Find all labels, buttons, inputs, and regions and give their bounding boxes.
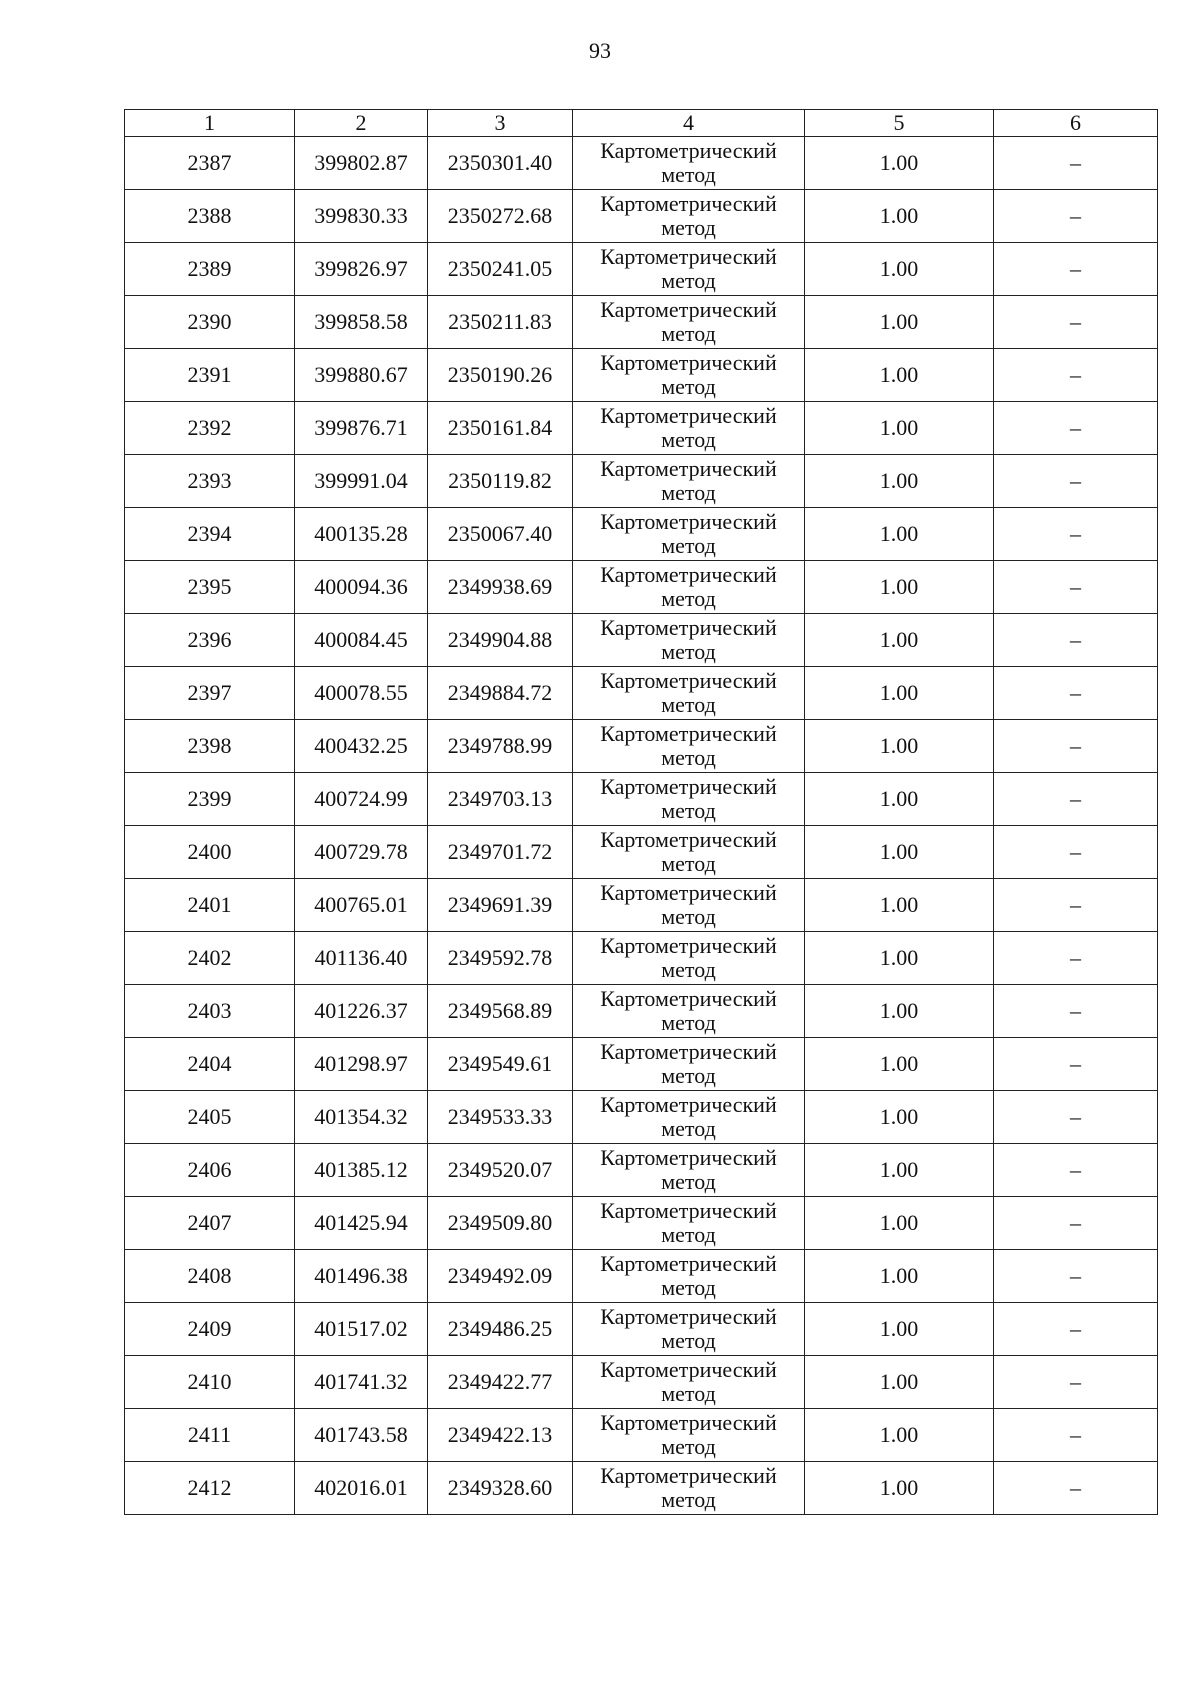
table-row xyxy=(125,402,1158,455)
method-cell: Картометрический метод xyxy=(573,296,805,349)
accuracy-cell: 1.00 xyxy=(805,455,994,508)
table-row xyxy=(125,1038,1158,1091)
x-coordinate-cell: 400084.45 xyxy=(295,614,428,667)
x-coordinate-cell: 401425.94 xyxy=(295,1197,428,1250)
note-cell: – xyxy=(994,243,1158,296)
table-row xyxy=(125,879,1158,932)
y-coordinate-cell: 2349520.07 xyxy=(428,1144,573,1197)
x-coordinate-cell: 400765.01 xyxy=(295,879,428,932)
table-row xyxy=(125,243,1158,296)
note-cell: – xyxy=(994,1462,1158,1515)
x-coordinate-cell: 401298.97 xyxy=(295,1038,428,1091)
y-coordinate-cell: 2349509.80 xyxy=(428,1197,573,1250)
y-coordinate-cell: 2349701.72 xyxy=(428,826,573,879)
y-coordinate-cell: 2350119.82 xyxy=(428,455,573,508)
x-coordinate-cell: 402016.01 xyxy=(295,1462,428,1515)
point-number-cell: 2396 xyxy=(125,614,295,667)
table-row xyxy=(125,1091,1158,1144)
point-number-cell: 2393 xyxy=(125,455,295,508)
y-coordinate-cell: 2350272.68 xyxy=(428,190,573,243)
x-coordinate-cell: 399802.87 xyxy=(295,137,428,190)
point-number-cell: 2406 xyxy=(125,1144,295,1197)
point-number-cell: 2390 xyxy=(125,296,295,349)
point-number-cell: 2394 xyxy=(125,508,295,561)
x-coordinate-cell: 400729.78 xyxy=(295,826,428,879)
table-row xyxy=(125,349,1158,402)
table-row xyxy=(125,1197,1158,1250)
note-cell: – xyxy=(994,932,1158,985)
y-coordinate-cell: 2350241.05 xyxy=(428,243,573,296)
y-coordinate-cell: 2349422.13 xyxy=(428,1409,573,1462)
table-row xyxy=(125,455,1158,508)
x-coordinate-cell: 401741.32 xyxy=(295,1356,428,1409)
x-coordinate-cell: 401496.38 xyxy=(295,1250,428,1303)
note-cell: – xyxy=(994,1356,1158,1409)
accuracy-cell: 1.00 xyxy=(805,614,994,667)
note-cell: – xyxy=(994,1091,1158,1144)
accuracy-cell: 1.00 xyxy=(805,402,994,455)
method-cell: Картометрический метод xyxy=(573,1462,805,1515)
point-number-cell: 2409 xyxy=(125,1303,295,1356)
point-number-cell: 2392 xyxy=(125,402,295,455)
accuracy-cell: 1.00 xyxy=(805,1091,994,1144)
point-number-cell: 2397 xyxy=(125,667,295,720)
method-cell: Картометрический метод xyxy=(573,667,805,720)
y-coordinate-cell: 2349884.72 xyxy=(428,667,573,720)
note-cell: – xyxy=(994,667,1158,720)
y-coordinate-cell: 2349788.99 xyxy=(428,720,573,773)
column-header: 2 xyxy=(295,110,428,137)
note-cell: – xyxy=(994,879,1158,932)
point-number-cell: 2411 xyxy=(125,1409,295,1462)
table-body xyxy=(125,137,1158,1515)
table-row xyxy=(125,1462,1158,1515)
x-coordinate-cell: 399991.04 xyxy=(295,455,428,508)
point-number-cell: 2407 xyxy=(125,1197,295,1250)
accuracy-cell: 1.00 xyxy=(805,296,994,349)
note-cell: – xyxy=(994,614,1158,667)
point-number-cell: 2391 xyxy=(125,349,295,402)
accuracy-cell: 1.00 xyxy=(805,243,994,296)
method-cell: Картометрический метод xyxy=(573,561,805,614)
y-coordinate-cell: 2349691.39 xyxy=(428,879,573,932)
note-cell: – xyxy=(994,455,1158,508)
column-header: 4 xyxy=(573,110,805,137)
x-coordinate-cell: 401517.02 xyxy=(295,1303,428,1356)
accuracy-cell: 1.00 xyxy=(805,720,994,773)
method-cell: Картометрический метод xyxy=(573,243,805,296)
x-coordinate-cell: 400432.25 xyxy=(295,720,428,773)
method-cell: Картометрический метод xyxy=(573,720,805,773)
x-coordinate-cell: 399880.67 xyxy=(295,349,428,402)
x-coordinate-cell: 401743.58 xyxy=(295,1409,428,1462)
method-cell: Картометрический метод xyxy=(573,614,805,667)
method-cell: Картометрический метод xyxy=(573,773,805,826)
accuracy-cell: 1.00 xyxy=(805,1144,994,1197)
note-cell: – xyxy=(994,137,1158,190)
x-coordinate-cell: 400724.99 xyxy=(295,773,428,826)
accuracy-cell: 1.00 xyxy=(805,137,994,190)
y-coordinate-cell: 2349486.25 xyxy=(428,1303,573,1356)
y-coordinate-cell: 2349938.69 xyxy=(428,561,573,614)
note-cell: – xyxy=(994,349,1158,402)
accuracy-cell: 1.00 xyxy=(805,826,994,879)
column-header: 3 xyxy=(428,110,573,137)
table-row xyxy=(125,561,1158,614)
table-row xyxy=(125,190,1158,243)
note-cell: – xyxy=(994,1250,1158,1303)
x-coordinate-cell: 400078.55 xyxy=(295,667,428,720)
note-cell: – xyxy=(994,561,1158,614)
y-coordinate-cell: 2350067.40 xyxy=(428,508,573,561)
y-coordinate-cell: 2349904.88 xyxy=(428,614,573,667)
point-number-cell: 2405 xyxy=(125,1091,295,1144)
table-header-row xyxy=(125,110,1158,137)
note-cell: – xyxy=(994,402,1158,455)
table-row xyxy=(125,932,1158,985)
x-coordinate-cell: 399876.71 xyxy=(295,402,428,455)
y-coordinate-cell: 2349592.78 xyxy=(428,932,573,985)
table-row xyxy=(125,773,1158,826)
table-row xyxy=(125,1303,1158,1356)
x-coordinate-cell: 401385.12 xyxy=(295,1144,428,1197)
x-coordinate-cell: 400135.28 xyxy=(295,508,428,561)
note-cell: – xyxy=(994,1144,1158,1197)
method-cell: Картометрический метод xyxy=(573,879,805,932)
method-cell: Картометрический метод xyxy=(573,455,805,508)
note-cell: – xyxy=(994,985,1158,1038)
method-cell: Картометрический метод xyxy=(573,508,805,561)
accuracy-cell: 1.00 xyxy=(805,190,994,243)
point-number-cell: 2404 xyxy=(125,1038,295,1091)
accuracy-cell: 1.00 xyxy=(805,985,994,1038)
accuracy-cell: 1.00 xyxy=(805,1197,994,1250)
point-number-cell: 2400 xyxy=(125,826,295,879)
point-number-cell: 2402 xyxy=(125,932,295,985)
table-row xyxy=(125,296,1158,349)
accuracy-cell: 1.00 xyxy=(805,1462,994,1515)
note-cell: – xyxy=(994,720,1158,773)
accuracy-cell: 1.00 xyxy=(805,667,994,720)
point-number-cell: 2408 xyxy=(125,1250,295,1303)
point-number-cell: 2403 xyxy=(125,985,295,1038)
method-cell: Картометрический метод xyxy=(573,985,805,1038)
note-cell: – xyxy=(994,190,1158,243)
accuracy-cell: 1.00 xyxy=(805,349,994,402)
y-coordinate-cell: 2349422.77 xyxy=(428,1356,573,1409)
note-cell: – xyxy=(994,508,1158,561)
method-cell: Картометрический метод xyxy=(573,1091,805,1144)
method-cell: Картометрический метод xyxy=(573,1250,805,1303)
table-row xyxy=(125,1409,1158,1462)
y-coordinate-cell: 2350190.26 xyxy=(428,349,573,402)
column-header: 1 xyxy=(125,110,295,137)
y-coordinate-cell: 2349492.09 xyxy=(428,1250,573,1303)
point-number-cell: 2388 xyxy=(125,190,295,243)
coordinates-table xyxy=(124,109,1158,1515)
method-cell: Картометрический метод xyxy=(573,402,805,455)
x-coordinate-cell: 399830.33 xyxy=(295,190,428,243)
method-cell: Картометрический метод xyxy=(573,826,805,879)
table-row xyxy=(125,1356,1158,1409)
accuracy-cell: 1.00 xyxy=(805,773,994,826)
accuracy-cell: 1.00 xyxy=(805,932,994,985)
note-cell: – xyxy=(994,826,1158,879)
y-coordinate-cell: 2349568.89 xyxy=(428,985,573,1038)
accuracy-cell: 1.00 xyxy=(805,508,994,561)
y-coordinate-cell: 2349703.13 xyxy=(428,773,573,826)
method-cell: Картометрический метод xyxy=(573,349,805,402)
note-cell: – xyxy=(994,773,1158,826)
point-number-cell: 2412 xyxy=(125,1462,295,1515)
method-cell: Картометрический метод xyxy=(573,1144,805,1197)
point-number-cell: 2387 xyxy=(125,137,295,190)
method-cell: Картометрический метод xyxy=(573,137,805,190)
point-number-cell: 2401 xyxy=(125,879,295,932)
note-cell: – xyxy=(994,1038,1158,1091)
accuracy-cell: 1.00 xyxy=(805,1250,994,1303)
table-row xyxy=(125,720,1158,773)
note-cell: – xyxy=(994,1409,1158,1462)
table-row xyxy=(125,667,1158,720)
point-number-cell: 2389 xyxy=(125,243,295,296)
point-number-cell: 2410 xyxy=(125,1356,295,1409)
note-cell: – xyxy=(994,1197,1158,1250)
point-number-cell: 2398 xyxy=(125,720,295,773)
y-coordinate-cell: 2350211.83 xyxy=(428,296,573,349)
table-row xyxy=(125,508,1158,561)
table-row xyxy=(125,826,1158,879)
method-cell: Картометрический метод xyxy=(573,932,805,985)
x-coordinate-cell: 401226.37 xyxy=(295,985,428,1038)
table-row xyxy=(125,985,1158,1038)
method-cell: Картометрический метод xyxy=(573,1409,805,1462)
accuracy-cell: 1.00 xyxy=(805,879,994,932)
column-header: 5 xyxy=(805,110,994,137)
table-row xyxy=(125,1144,1158,1197)
page-number: 93 xyxy=(589,38,611,63)
x-coordinate-cell: 401136.40 xyxy=(295,932,428,985)
accuracy-cell: 1.00 xyxy=(805,1356,994,1409)
x-coordinate-cell: 399826.97 xyxy=(295,243,428,296)
y-coordinate-cell: 2349533.33 xyxy=(428,1091,573,1144)
y-coordinate-cell: 2350301.40 xyxy=(428,137,573,190)
y-coordinate-cell: 2349549.61 xyxy=(428,1038,573,1091)
method-cell: Картометрический метод xyxy=(573,1356,805,1409)
x-coordinate-cell: 400094.36 xyxy=(295,561,428,614)
point-number-cell: 2395 xyxy=(125,561,295,614)
point-number-cell: 2399 xyxy=(125,773,295,826)
method-cell: Картометрический метод xyxy=(573,1038,805,1091)
accuracy-cell: 1.00 xyxy=(805,561,994,614)
table-row xyxy=(125,1250,1158,1303)
accuracy-cell: 1.00 xyxy=(805,1409,994,1462)
note-cell: – xyxy=(994,1303,1158,1356)
note-cell: – xyxy=(994,296,1158,349)
table-row xyxy=(125,614,1158,667)
method-cell: Картометрический метод xyxy=(573,1197,805,1250)
x-coordinate-cell: 401354.32 xyxy=(295,1091,428,1144)
method-cell: Картометрический метод xyxy=(573,190,805,243)
method-cell: Картометрический метод xyxy=(573,1303,805,1356)
accuracy-cell: 1.00 xyxy=(805,1303,994,1356)
x-coordinate-cell: 399858.58 xyxy=(295,296,428,349)
table-row xyxy=(125,137,1158,190)
column-header: 6 xyxy=(994,110,1158,137)
accuracy-cell: 1.00 xyxy=(805,1038,994,1091)
y-coordinate-cell: 2349328.60 xyxy=(428,1462,573,1515)
y-coordinate-cell: 2350161.84 xyxy=(428,402,573,455)
